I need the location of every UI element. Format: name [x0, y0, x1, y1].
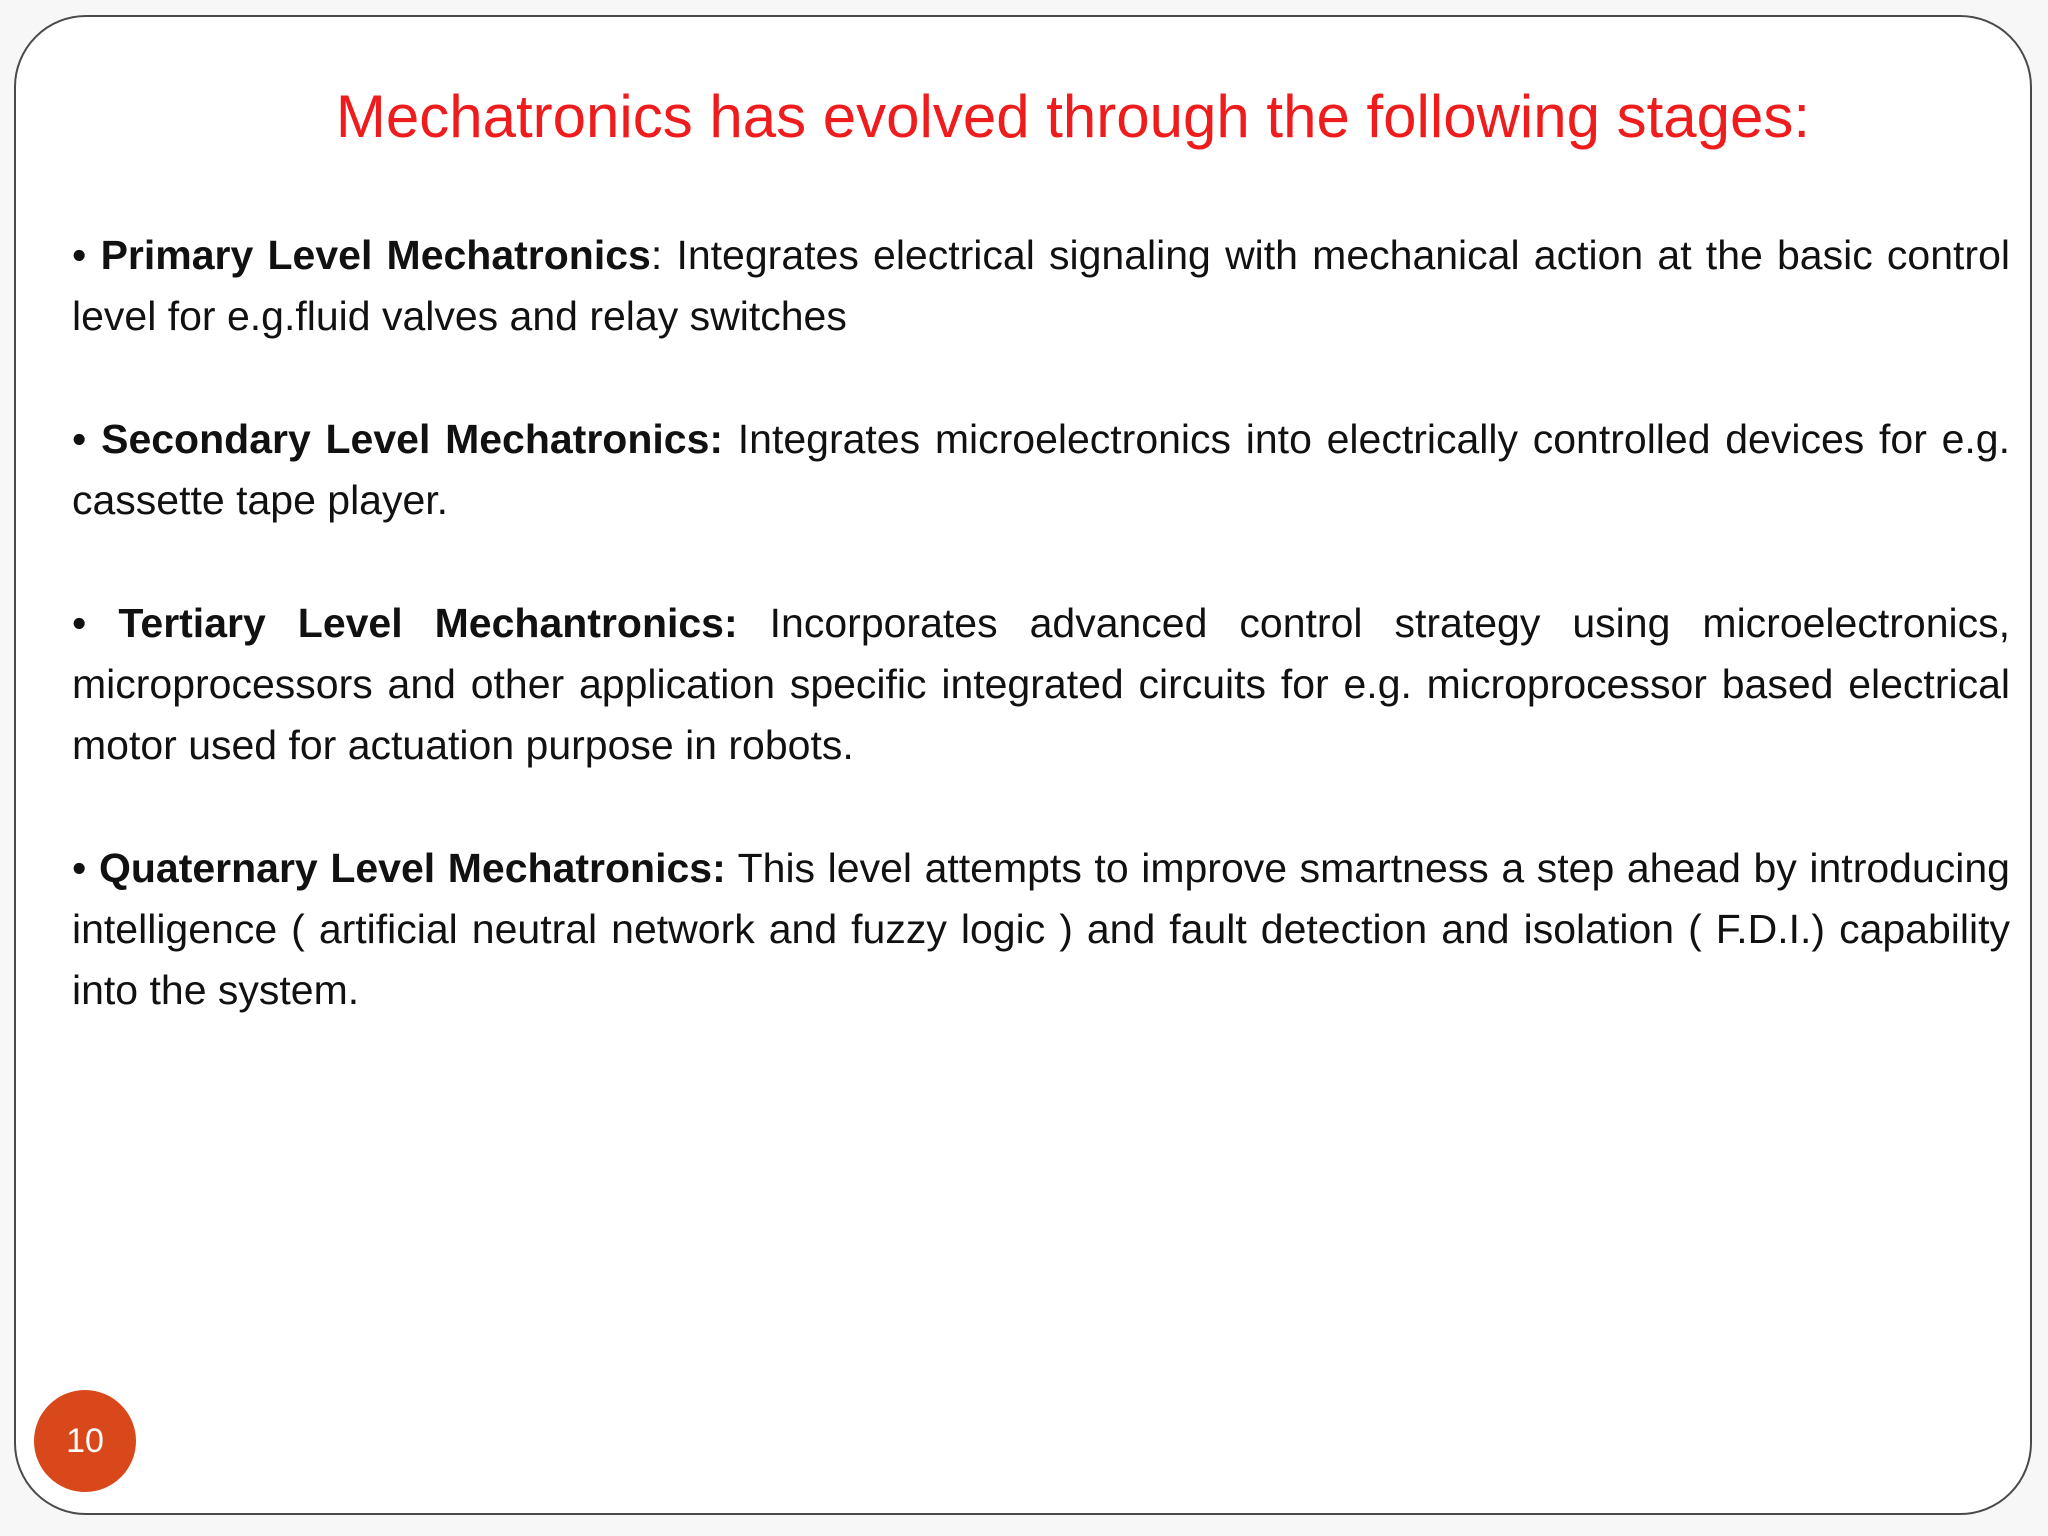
stage-term: Tertiary Level Mechantronics: — [118, 600, 738, 646]
stage-description: This level attempts to improve smartness a step ahead by introducing intelligence ( artificial neutral network and fuzzy logic ) and fault detection and isolation ( F.D.I.) capability into the system. — [72, 845, 2010, 1013]
stage-description: Integrates electrical signaling with mechanical action at the basic control level for e.g.fluid valves and relay switches — [72, 232, 2010, 339]
stage-secondary — [72, 409, 2010, 531]
slide-title: Mechatronics has evolved through the following stages: — [335, 83, 1811, 150]
stage-description: Incorporates advanced control strategy using microelectronics, microprocessors and other application specific integrated circuits for e.g. microprocessor based electrical motor used for actuation purpose in robots. — [72, 600, 2010, 768]
slide — [14, 15, 2032, 1515]
stage-description: Integrates microelectronics into electrically controlled devices for e.g. cassette tape player. — [72, 416, 2010, 523]
stage-primary — [72, 225, 2010, 347]
bullet: • — [72, 416, 87, 462]
bullet: • — [72, 600, 87, 646]
stage-term: Secondary Level Mechatronics: — [101, 416, 724, 462]
stage-tertiary — [72, 593, 2010, 776]
page-number-badge: 10 — [34, 1390, 136, 1492]
stage-term: Quaternary Level Mechatronics: — [98, 845, 726, 891]
slide-content — [72, 225, 2010, 1083]
bullet: • — [72, 232, 87, 278]
stage-quaternary — [72, 838, 2010, 1021]
stage-separator: : — [650, 232, 663, 278]
bullet: • — [72, 845, 87, 891]
stage-term: Primary Level Mechatronics — [100, 232, 651, 278]
